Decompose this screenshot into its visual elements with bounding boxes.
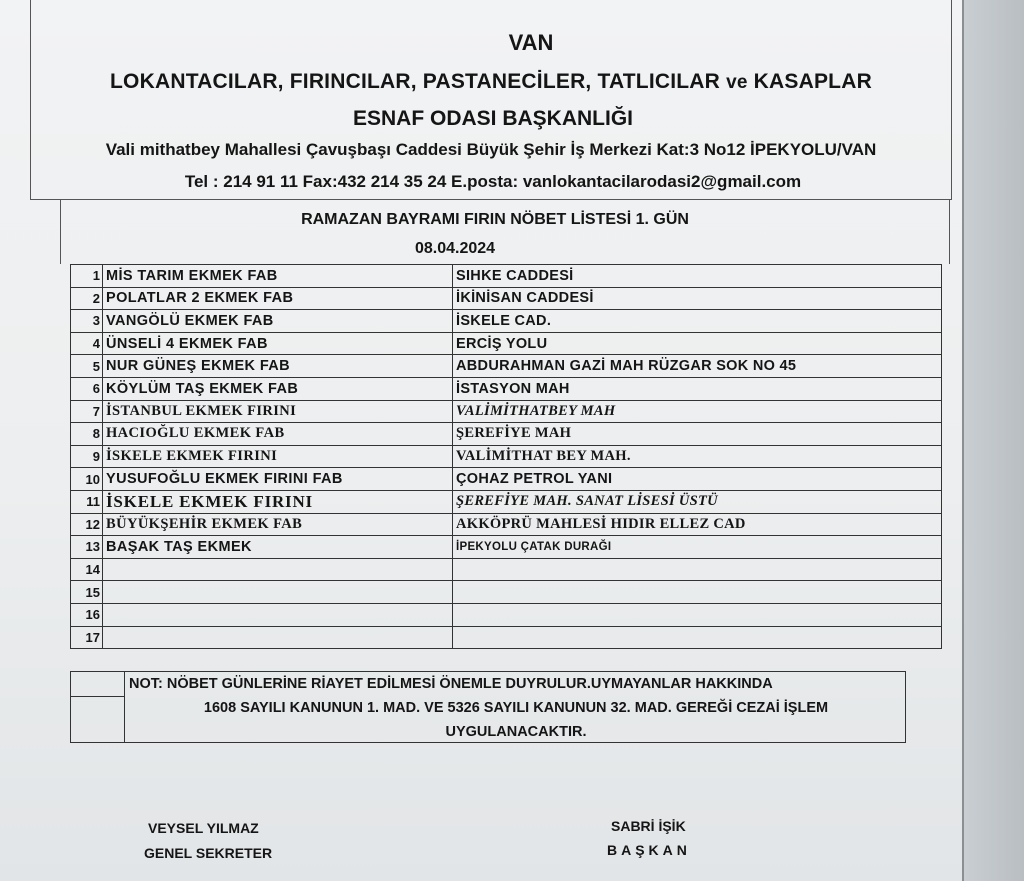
row-number: 7 xyxy=(71,400,103,423)
header-organization-main: LOKANTACILAR, FIRINCILAR, PASTANECİLER, TATLICILAR xyxy=(110,70,721,93)
header-contact: Tel : 214 91 11 Fax:432 214 35 24 E.posta: vanlokantacilarodasi2@gmail.com xyxy=(184,172,802,191)
bakery-address: İSTASYON MAH xyxy=(453,377,942,400)
row-number: 11 xyxy=(71,490,103,513)
bakery-name: NUR GÜNEŞ EKMEK FAB xyxy=(103,355,453,378)
header-organization-end: KASAPLAR xyxy=(753,70,872,93)
bakery-name xyxy=(103,581,453,604)
signature-left-role: GENEL SEKRETER xyxy=(144,845,273,861)
row-number: 15 xyxy=(71,581,103,604)
note-line-2: 1608 SAYILI KANUNUN 1. MAD. VE 5326 SAYILI KANUNUN 32. MAD. GEREĞİ CEZAİ İŞLEM xyxy=(203,700,829,716)
document-header xyxy=(30,0,952,200)
table-row xyxy=(71,310,942,333)
row-number: 1 xyxy=(71,265,103,288)
table-row xyxy=(71,332,942,355)
bakery-name: BÜYÜKŞEHİR EKMEK FAB xyxy=(103,513,453,536)
bakery-address xyxy=(453,581,942,604)
row-number: 16 xyxy=(71,603,103,626)
table-row xyxy=(71,626,942,649)
header-address: Vali mithatbey Mahallesi Çavuşbaşı Caddesi Büyük Şehir İş Merkezi Kat:3 No12 İPEKYOLU/VAN xyxy=(105,140,877,159)
table-row xyxy=(71,265,942,288)
row-number: 2 xyxy=(71,287,103,310)
bakery-name: YUSUFOĞLU EKMEK FIRINI FAB xyxy=(103,468,453,491)
bakery-name: POLATLAR 2 EKMEK FAB xyxy=(103,287,453,310)
bakery-address: SIHKE CADDESİ xyxy=(453,265,942,288)
bakery-address: ERCİŞ YOLU xyxy=(453,332,942,355)
duty-table-body xyxy=(71,265,942,649)
bakery-address: ŞEREFİYE MAH. SANAT LİSESİ ÜSTÜ xyxy=(453,490,942,513)
note-left-cell xyxy=(71,672,125,742)
bakery-name: BAŞAK TAŞ EKMEK xyxy=(103,536,453,559)
bakery-name: MİS TARIM EKMEK FAB xyxy=(103,265,453,288)
bakery-address: İSKELE CAD. xyxy=(453,310,942,333)
row-number: 4 xyxy=(71,332,103,355)
bakery-name: İSKELE EKMEK FIRINI xyxy=(103,445,453,468)
bakery-name: VANGÖLÜ EKMEK FAB xyxy=(103,310,453,333)
table-row xyxy=(71,513,942,536)
table-row xyxy=(71,536,942,559)
signature-left-name: VEYSEL YILMAZ xyxy=(148,820,259,836)
header-organization xyxy=(31,70,951,94)
row-number: 10 xyxy=(71,468,103,491)
bakery-address: VALİMİTHAT BEY MAH. xyxy=(453,445,942,468)
row-number: 14 xyxy=(71,558,103,581)
bakery-name: HACIOĞLU EKMEK FAB xyxy=(103,423,453,446)
header-organization-ve: ve xyxy=(726,72,748,93)
bakery-address: İKİNİSAN CADDESİ xyxy=(453,287,942,310)
table-row xyxy=(71,423,942,446)
signature-right-name: SABRİ İŞİK xyxy=(611,818,686,834)
row-number: 17 xyxy=(71,626,103,649)
row-number: 3 xyxy=(71,310,103,333)
bakery-name xyxy=(103,626,453,649)
bakery-address: ÇOHAZ PETROL YANI xyxy=(453,468,942,491)
list-title-block xyxy=(60,200,950,264)
note-line-1: NOT: NÖBET GÜNLERİNE RİAYET EDİLMESİ ÖNEMLE DUYRULUR.UYMAYANLAR HAKKINDA xyxy=(129,676,773,692)
row-number: 5 xyxy=(71,355,103,378)
list-date: 08.04.2024 xyxy=(414,240,496,257)
bakery-address: ŞEREFİYE MAH xyxy=(453,423,942,446)
table-row xyxy=(71,558,942,581)
row-number: 6 xyxy=(71,377,103,400)
row-number: 13 xyxy=(71,536,103,559)
bakery-name: ÜNSELİ 4 EKMEK FAB xyxy=(103,332,453,355)
bakery-name xyxy=(103,558,453,581)
bakery-address xyxy=(453,626,942,649)
bakery-name: KÖYLÜM TAŞ EKMEK FAB xyxy=(103,377,453,400)
bakery-name: İSKELE EKMEK FIRINI xyxy=(103,490,453,513)
table-row xyxy=(71,355,942,378)
duty-table xyxy=(70,264,942,649)
bakery-name: İSTANBUL EKMEK FIRINI xyxy=(103,400,453,423)
bakery-address xyxy=(453,558,942,581)
table-row xyxy=(71,468,942,491)
table-row xyxy=(71,400,942,423)
table-row xyxy=(71,445,942,468)
bakery-address: İPEKYOLU ÇATAK DURAĞI xyxy=(453,536,942,559)
bakery-address: ABDURAHMAN GAZİ MAH RÜZGAR SOK NO 45 xyxy=(453,355,942,378)
list-title: RAMAZAN BAYRAMI FIRIN NÖBET LİSTESİ 1. GÜN xyxy=(301,211,689,228)
table-row xyxy=(71,603,942,626)
note-box xyxy=(70,671,906,743)
bakery-name xyxy=(103,603,453,626)
bakery-address xyxy=(453,603,942,626)
header-city: VAN xyxy=(508,30,554,55)
signature-right-role: BAŞKAN xyxy=(607,842,691,858)
table-row xyxy=(71,377,942,400)
row-number: 8 xyxy=(71,423,103,446)
row-number: 12 xyxy=(71,513,103,536)
note-text xyxy=(129,672,903,744)
bakery-address: AKKÖPRÜ MAHLESİ HIDIR ELLEZ CAD xyxy=(453,513,942,536)
header-chamber: ESNAF ODASI BAŞKANLIĞI xyxy=(352,107,633,130)
bakery-address: VALİMİTHATBEY MAH xyxy=(453,400,942,423)
table-row xyxy=(71,490,942,513)
table-row xyxy=(71,287,942,310)
row-number: 9 xyxy=(71,445,103,468)
table-row xyxy=(71,581,942,604)
note-line-3: UYGULANACAKTIR. xyxy=(445,724,587,740)
